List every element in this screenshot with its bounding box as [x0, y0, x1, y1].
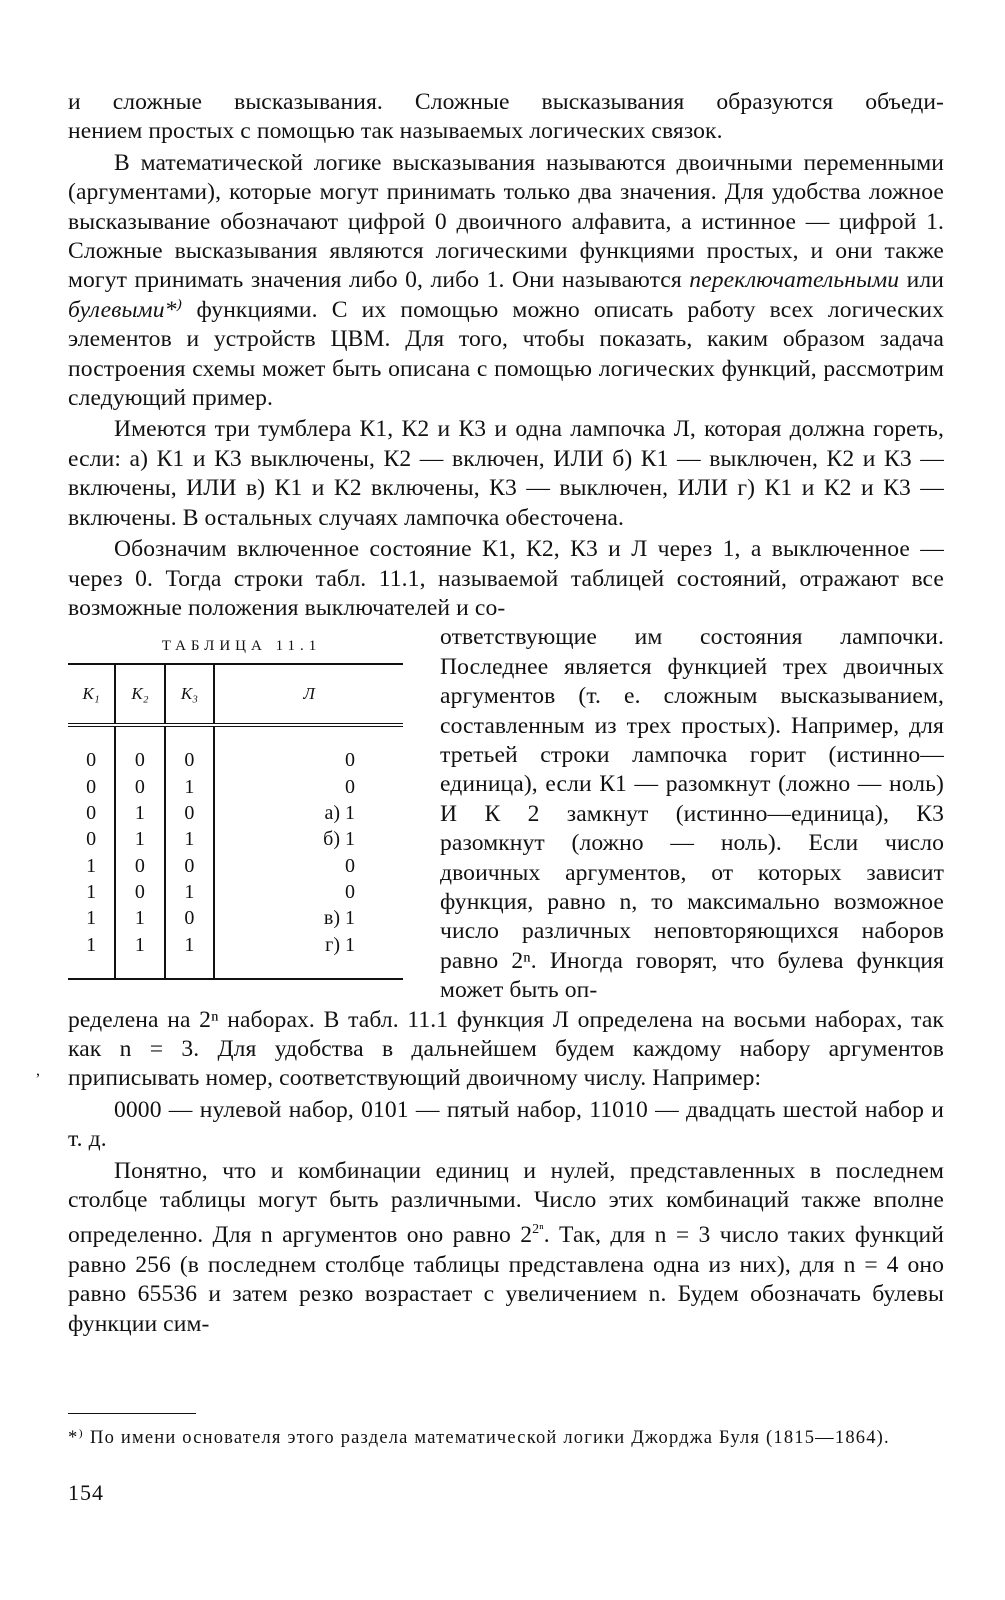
header-k1: К₁	[68, 664, 115, 725]
table-cell: 0	[115, 853, 165, 879]
paragraph-1-line-1: и сложные высказывания. Сложные высказывания образуются объеди-	[68, 89, 944, 115]
superscript-2n: 2ⁿ	[532, 1222, 544, 1238]
paragraph-2-text-2: или	[899, 267, 945, 294]
header-k3: К₃	[165, 664, 215, 725]
paragraph-4-top: Обозначим включенное состояние К1, К2, К3 и Л через 1, а выключенное — через 0. Тогда строки табл. 11.1, называемой таблицей состояний, отражают все возможные положения выключателей и со-	[68, 536, 944, 621]
table-caption: ТАБЛИЦА 11.1	[161, 638, 322, 655]
table-row	[68, 931, 403, 978]
table-cell: 1	[68, 905, 115, 931]
table-cell: 0	[68, 725, 115, 773]
footnote-rule	[68, 1413, 196, 1414]
paragraph-2-text-3: функциями. С их помощью можно описать работу всех логических элементов и устройств ЦВМ. Для того, чтобы показать, каким образом задача построения схемы может быть описана с помощью логических функций, рассмотрим следующий пример.	[68, 296, 944, 412]
paragraph-4-bottom: ределена на 2ⁿ наборах. В табл. 11.1 функция Л определена на восьми наборах, так как n = 3. Для удобства в дальнейшем будем каждому набору аргументов приписывать номер, соответствующий двоичному числу. Например:	[68, 1006, 944, 1092]
table-cell: 1	[165, 879, 215, 905]
table-cell: 1	[165, 931, 215, 978]
table-cell: 0	[68, 800, 115, 826]
table-row	[68, 725, 403, 773]
table-cell: б) 1	[323, 828, 355, 851]
table-cell: 0	[345, 749, 355, 772]
term-switching: переключательными	[689, 267, 900, 294]
table-cell: 1	[68, 931, 115, 978]
table-cell: а) 1	[324, 802, 355, 825]
table-cell: 0	[165, 853, 215, 879]
table-cell: 0	[165, 905, 215, 931]
state-table-block	[68, 623, 403, 979]
paragraph-5: 0000 — нулевой набор, 0101 — пятый набор, 11010 — двадцать шестой набор и т. д.	[68, 1096, 944, 1153]
table-cell: 0	[115, 725, 165, 773]
table-cell: 0	[115, 774, 165, 800]
table-row	[68, 774, 403, 800]
table-cell: 0	[345, 775, 355, 798]
paragraph-2-text-1: В математической логике высказывания называются двоичными переменными (аргументами), которые могут принимать только два значения. Для удобства ложное высказывание обозначают цифрой 0 двоичного алфавита, а истинное — цифрой 1. Сложные высказывания являются логическими функциями простых, и они также могут принимать значения либо 0, либо 1. Они называются	[68, 149, 944, 294]
table-row	[68, 853, 403, 879]
term-boolean: булевыми*⁾	[68, 296, 183, 323]
table-cell: 1	[68, 879, 115, 905]
table-cell: 1	[165, 774, 215, 800]
table-cell: 1	[115, 905, 165, 931]
page-body	[68, 88, 944, 1339]
table-row	[68, 879, 403, 905]
paragraph-4-side: ответствующие им состояния лампочки. Последнее является функцией трех двоичных аргументов (т. е. сложным высказыванием, составленным из трех простых). Например, для третьей строки лампочка горит (истинно—единица), если К1 — разомкнут (ложно — ноль) И К 2 замкнут (истинно—единица), К3 разомкнут (ложно — ноль). Если число двоичных аргументов, от которых зависит функция, равно n, то максимально возможное число различных неповторяющихся наборов равно 2ⁿ. Иногда говорят, что булева функция может быть оп-	[440, 624, 944, 1004]
table-cell: 1	[68, 853, 115, 879]
table-cell: 1	[115, 800, 165, 826]
table-header-row	[68, 664, 403, 725]
table-cell: 1	[115, 931, 165, 978]
table-cell: г) 1	[325, 933, 355, 956]
table-cell: 0	[115, 879, 165, 905]
table-row	[68, 905, 403, 931]
table-cell: 1	[115, 826, 165, 852]
header-k2: К₂	[115, 664, 165, 725]
paragraph-1-line-2: нением простых с помощью так называемых логических связок.	[68, 118, 723, 145]
paragraph-6	[68, 1157, 944, 1339]
table-cell: в) 1	[323, 907, 355, 930]
margin-mark: ,	[36, 1062, 40, 1079]
table-cell: 0	[165, 725, 215, 773]
table-row	[68, 800, 403, 826]
header-l: Л	[214, 664, 403, 725]
table-cell: 0	[68, 774, 115, 800]
table-cell: 0	[345, 880, 355, 903]
state-table	[68, 663, 403, 979]
table-cell: 0	[345, 854, 355, 877]
table-cell: 0	[68, 826, 115, 852]
paragraph-6-text-2: . Так, для n = 3 число таких функций равно 256 (в последнем столбце таблицы представлена одна из них), для n = 4 оно равно 65536 и затем резко возрастает с увеличением n. Будем обозначать булевы функции сим-	[68, 1222, 944, 1337]
paragraph-1	[68, 88, 944, 147]
paragraph-6-text-1: Понятно, что и комбинации единиц и нулей, представленных в последнем столбце таблицы могут быть различными. Число этих комбинаций также вполне определенно. Для n аргументов оно равно 2	[68, 1157, 944, 1249]
table-cell: 1	[165, 826, 215, 852]
table-cell: 0	[165, 800, 215, 826]
footnote: *⁾ По имени основателя этого раздела математической логики Джорджа Буля (1815—1864).	[68, 1428, 890, 1448]
page-number: 154	[68, 1480, 104, 1505]
table-row	[68, 826, 403, 852]
paragraph-2	[68, 149, 944, 414]
paragraph-3: Имеются три тумблера К1, К2 и К3 и одна лампочка Л, которая должна гореть, если: а) К1 и К3 выключены, К2 — включен, ИЛИ б) К1 — выключен, К2 и К3 — включены, ИЛИ в) К1 и К2 включены, К3 — выключен, ИЛИ г) К1 и К2 и К3 — включены. В остальных случаях лампочка обесточена.	[68, 416, 944, 531]
table-float-region	[68, 623, 944, 1005]
